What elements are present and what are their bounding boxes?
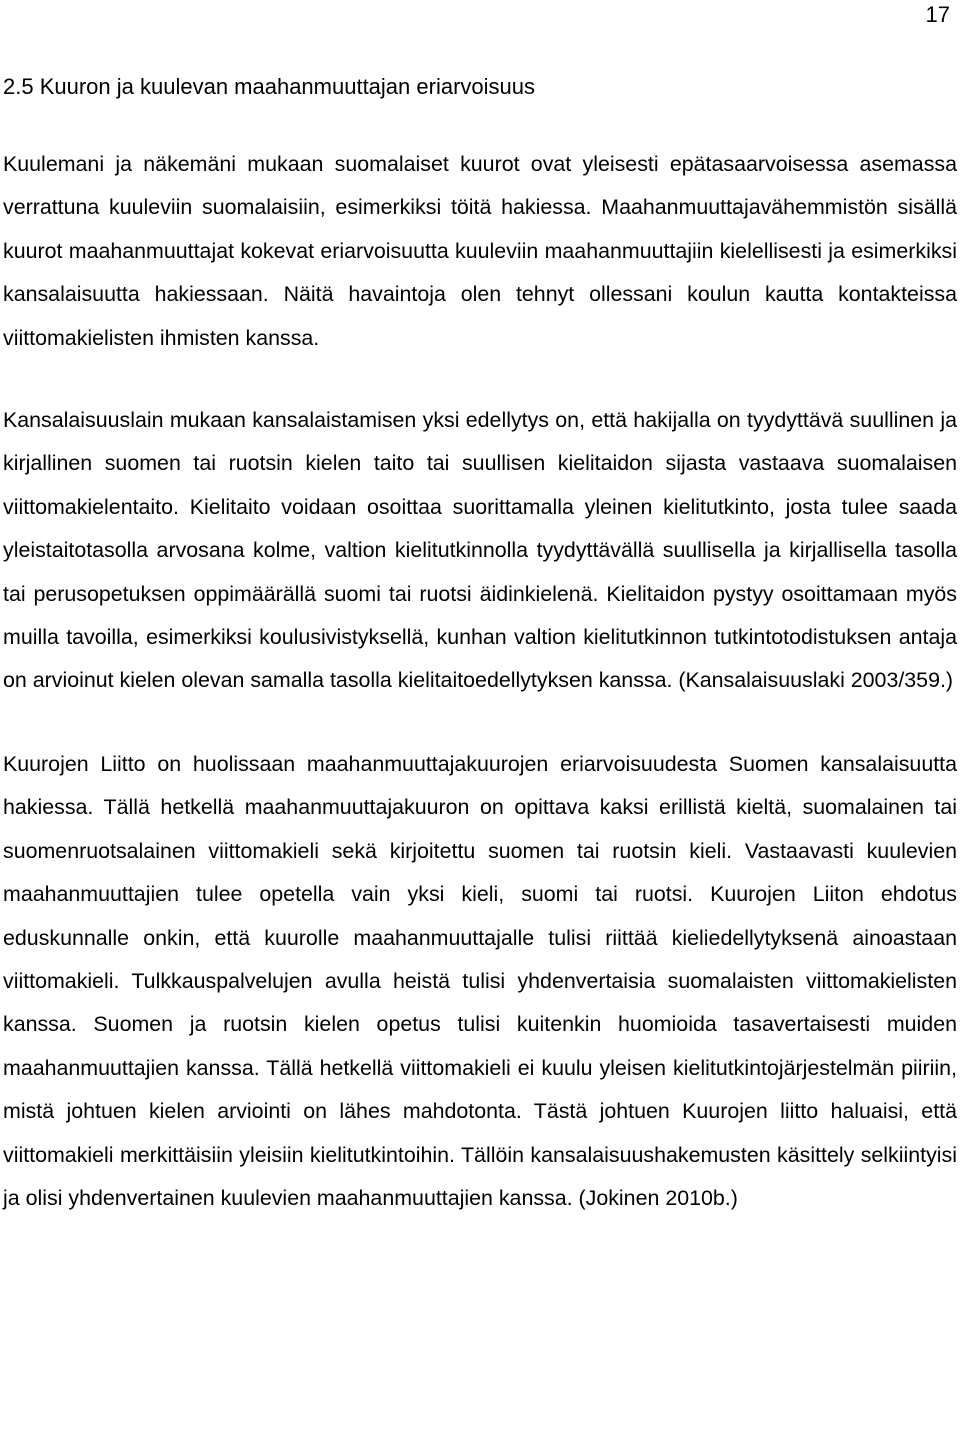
paragraph-deaf-association: Kuurojen Liitto on huolissaan maahanmuuttajakuurojen eriarvoisuudesta Suomen kansalaisuutta hakiessa. Tällä hetkellä maahanmuuttajakuuron on opittava kaksi erillistä kieltä, suomalainen tai suomenruotsalainen viittomakieli sekä kirjoitettu suomen tai ruotsin kieli. Vastaavasti kuulevien maahanmuuttajien tulee opetella vain yksi kieli, suomi tai ruotsi. Kuurojen Liiton ehdotus eduskunnalle onkin, että kuurolle maahanmuuttajalle tulisi riittää kieliedellytyksenä ainoastaan viittomakieli. Tulkkauspalvelujen avulla heistä tulisi yhdenvertaisia suomalaisten viittomakielisten kanssa. Suomen ja ruotsin kielen opetus tulisi kuitenkin huomioida tasavertaisesti muiden maahanmuuttajien kanssa. Tällä hetkellä viittomakieli ei kuulu yleisen kielitutkintojärjestelmän piiriin, mistä johtuen kielen arviointi on lähes mahdotonta. Tästä johtuen Kuurojen liitto haluaisi, että viittomakieli merkittäisiin yleisiin kielitutkintoihin. Tällöin kansalaisuushakemusten käsittely selkiintyisi ja olisi yhdenvertainen kuulevien maahanmuuttajien kanssa. (Jokinen 2010b.) [3,751,957,1210]
paragraph-observations: Kuulemani ja näkemäni mukaan suomalaiset kuurot ovat yleisesti epätasaarvoisessa asemassa verrattuna kuuleviin suomalaisiin, esimerkiksi töitä hakiessa. Maahanmuuttajavähemmistön sisällä kuurot maahanmuuttajat kokevat eriarvoisuutta kuuleviin maahanmuuttajiin kielellisesti ja esimerkiksi kansalaisuutta hakiessaan. Näitä havaintoja olen tehnyt ollessani koulun kautta kontakteissa viittomakielisten ihmisten kanssa. [3,152,957,350]
section-heading: 2.5 Kuuron ja kuulevan maahanmuuttajan eriarvoisuus [3,74,535,99]
paragraph-citizenship-law: Kansalaisuuslain mukaan kansalaistamisen yksi edellytys on, että hakijalla on tyydyttävä suullinen ja kirjallinen suomen tai ruotsin kielen taito tai suullisen kielitaidon sijasta vastaava suomalaisen viittomakielentaito. Kielitaito voidaan osoittaa suorittamalla yleinen kielitutkinto, josta tulee saada yleistaitotasolla arvosana kolme, valtion kielitutkinnolla tyydyttävällä suullisella ja kirjallisella tasolla tai perusopetuksen oppimäärällä suomi tai ruotsi äidinkielenä. Kielitaidon pystyy osoittamaan myös muilla tavoilla, esimerkiksi koulusivistyksellä, kunhan valtion kielitutkinnon tutkintotodistuksen antaja on arvioinut kielen olevan samalla tasolla kielitaitoedellytyksen kanssa. (Kansalaisuuslaki 2003/359.) [3,408,957,693]
page-number: 17 [925,2,950,27]
document-body [3,72,957,1220]
